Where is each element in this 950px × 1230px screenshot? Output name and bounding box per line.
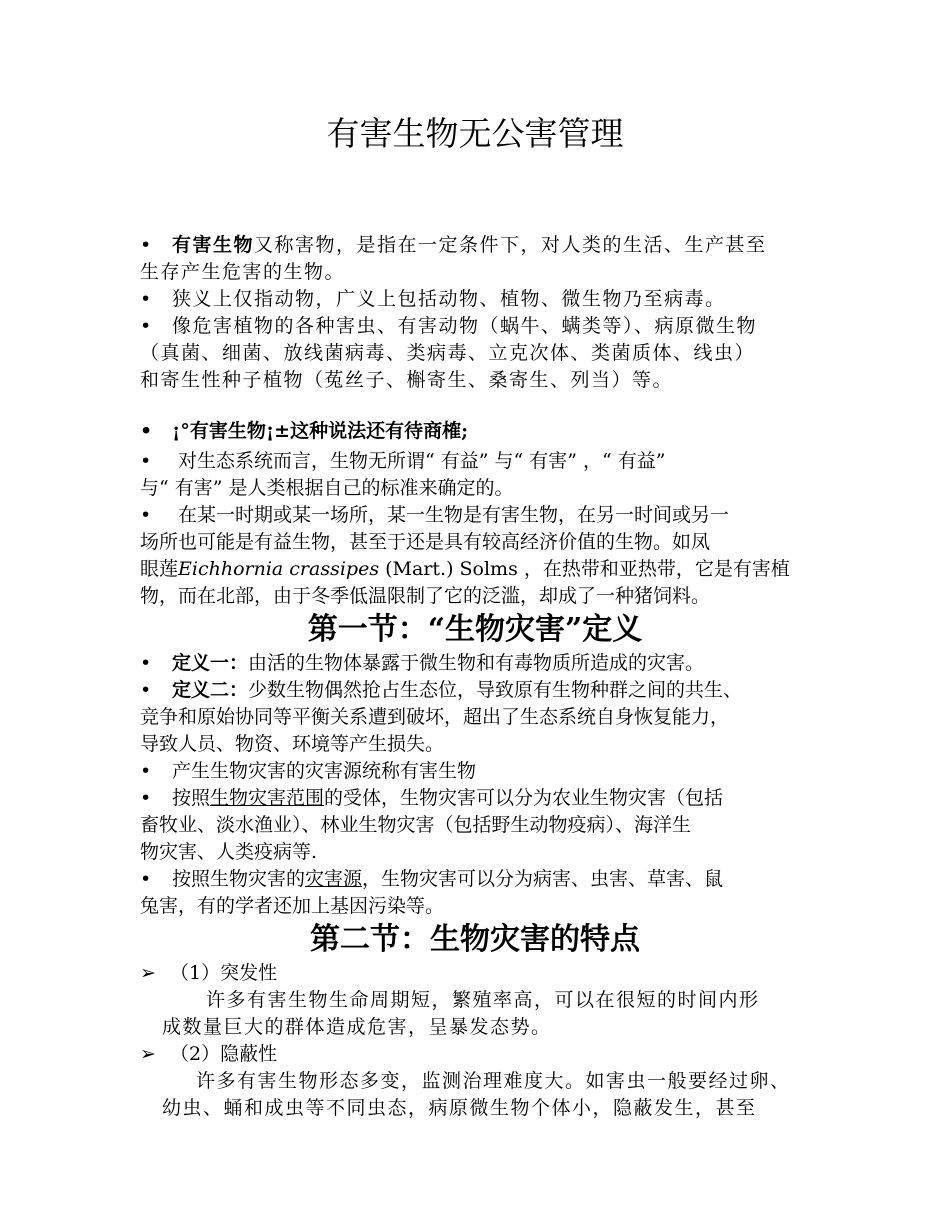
disaster-source-link[interactable]: 灾害源 [305, 868, 363, 890]
item-label: （2）隐蔽性 [170, 1043, 278, 1065]
paragraph-text: 与“ 有害” 是人类根据自己的标准来确定的。 [140, 477, 514, 499]
paragraph-text: 少数生物偶然抢占生态位，导致原有生物种群之间的共生、 [248, 679, 743, 701]
paragraph-text: 在某一时期或某一场所，某一生物是有害生物，在另一时间或另一 [178, 504, 730, 526]
debate-section [140, 418, 820, 610]
section-2-body [140, 960, 830, 1122]
text-segment: 按照生物灾害的 [172, 868, 306, 890]
paragraph-text: 物，而在北部，由于冬季低温限制了它的泛滥，却成了一种猪饲料。 [140, 585, 711, 607]
text-segment: ，生物灾害可以分为病害、虫害、草害、鼠 [362, 868, 724, 890]
list-item [140, 785, 820, 812]
bullet-icon: • [140, 234, 153, 256]
paragraph-text: 像危害植物的各种害虫、有害动物（蜗牛、螨类等）、病原微生物 [172, 315, 758, 337]
paragraph-text: 对生态系统而言，生物无所谓“ 有益” 与“ 有害” ，“ 有益” [178, 450, 666, 472]
disaster-scope-link[interactable]: 生物灾害范围 [210, 787, 325, 809]
paragraph-text: 狭义上仅指动物，广义上包括动物、植物、微生物乃至病毒。 [172, 288, 726, 310]
paragraph-text: 和寄生性种子植物（菟丝子、槲寄生、桑寄生、列当）等。 [140, 369, 674, 391]
list-item [140, 286, 820, 313]
bullet-icon: • [140, 450, 152, 472]
bullet-icon: • [140, 868, 152, 890]
list-item [140, 418, 820, 448]
term-bold: 有害生物 [172, 234, 255, 256]
paragraph-text: 许多有害生物生命周期短，繁殖率高，可以在很短的时间内形 [206, 989, 760, 1011]
bullet-icon: • [140, 787, 152, 809]
text-segment: 眼莲 [140, 558, 179, 580]
paragraph-text [140, 556, 820, 583]
list-item [140, 677, 820, 704]
bullet-icon: • [140, 288, 153, 310]
section-heading: 第二节：生物灾害的特点 [310, 922, 640, 957]
section-1-body [140, 650, 820, 920]
paragraph-text: 产生生物灾害的灾害源统称有害生物 [172, 760, 477, 782]
bullet-icon: • [140, 652, 152, 674]
paragraph-text: 生存产生危害的生物。 [140, 261, 346, 283]
bullet-icon: • [140, 420, 153, 442]
document-title: 有害生物无公害管理 [326, 114, 624, 153]
list-item [140, 650, 820, 677]
list-item [140, 758, 820, 785]
paragraph-text: 畜牧业、淡水渔业）、林业生物灾害（包括野生动物疫病）、海洋生 [140, 814, 692, 836]
paragraph-text: 幼虫、蛹和成虫等不同虫态，病原微生物个体小，隐蔽发生，甚至 [162, 1097, 757, 1119]
list-item [140, 1041, 830, 1068]
paragraph-text: 许多有害生物形态多变，监测治理难度大。如害虫一般要经过卵、 [196, 1070, 791, 1092]
arrow-bullet-icon: ➢ [140, 1043, 156, 1065]
paragraph-text: 又称害物，是指在一定条件下，对人类的生活、生产甚至 [254, 234, 767, 256]
bullet-icon: • [140, 504, 152, 526]
list-item [140, 866, 820, 893]
bullet-icon: • [140, 679, 152, 701]
item-label: （1）突发性 [170, 962, 278, 984]
latin-name: Eichhornia crassipes [178, 558, 380, 580]
definition-label: 定义一： [172, 652, 249, 674]
list-item [140, 448, 820, 475]
list-item [140, 502, 820, 529]
paragraph-text: 由活的生物体暴露于微生物和有毒物质所造成的灾害。 [248, 652, 705, 674]
paragraph-text: 导致人员、物资、环境等产生损失。 [140, 733, 445, 755]
arrow-bullet-icon: ➢ [140, 962, 156, 984]
intro-section [140, 232, 820, 394]
definition-label: 定义二： [172, 679, 249, 701]
list-item [140, 960, 830, 987]
list-item [140, 232, 820, 259]
paragraph-text: 物灾害、人类疫病等. [140, 841, 318, 863]
list-item [140, 313, 820, 340]
bullet-icon: • [140, 315, 153, 337]
text-segment: 按照 [172, 787, 211, 809]
paragraph-text: 成数量巨大的群体造成危害，呈暴发态势。 [162, 1016, 552, 1038]
debate-statement: ¡°有害生物¡±这种说法还有待商榷; [172, 420, 469, 442]
paragraph-text: （真菌、细菌、放线菌病毒、类病毒、立克次体、类菌质体、线虫） [140, 342, 756, 364]
text-segment: 的受体，生物灾害可以分为农业生物灾害（包括 [324, 787, 724, 809]
text-segment: (Mart.) Solms ，在热带和亚热带，它是有害植 [379, 558, 790, 580]
paragraph-text: 竞争和原始协同等平衡关系遭到破坏，超出了生态系统自身恢复能力， [140, 706, 730, 728]
paragraph-text: 场所也可能是有益生物，甚至于还是具有较高经济价值的生物。如凤 [140, 531, 711, 553]
paragraph-text: 兔害，有的学者还加上基因污染等。 [140, 895, 445, 917]
bullet-icon: • [140, 760, 152, 782]
section-heading: 第一节：“生物灾害”定义 [307, 612, 643, 647]
